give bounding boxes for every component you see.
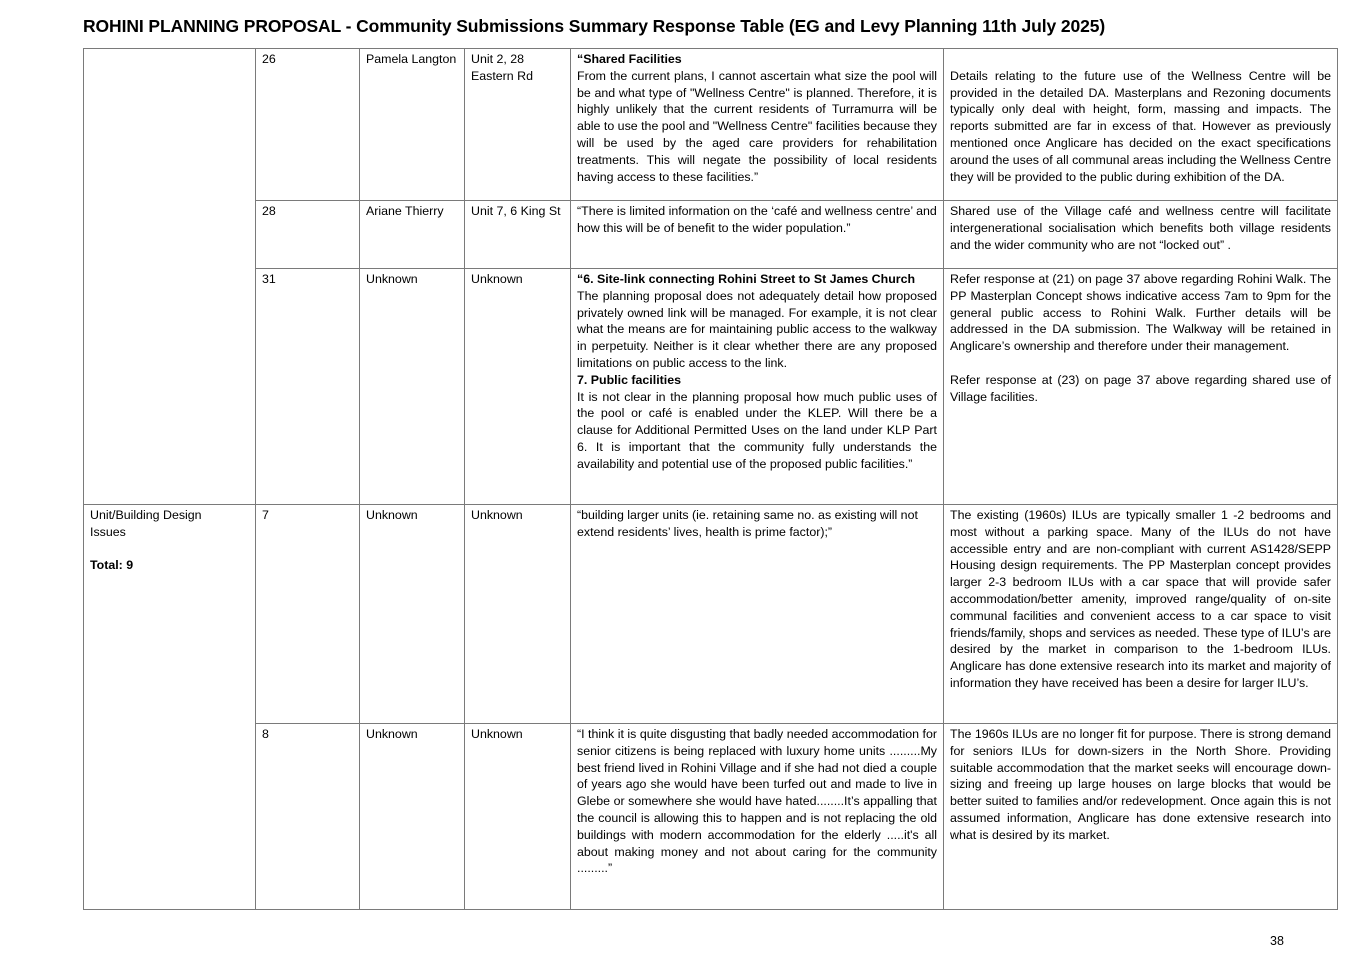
submitter-address: Unit 2, 28 Eastern Rd [465, 49, 571, 201]
submission-number: 7 [256, 505, 360, 724]
submission-text [571, 269, 944, 505]
response-text [944, 269, 1338, 505]
category-cell [84, 49, 256, 505]
response-paragraph: The 1960s ILUs are no longer fit for purpose. There is strong demand for seniors ILUs for down-sizers in the North Shore. Providing suitable accommodation that the market seeks will encourage down-sizing and freeing up large houses on large blocks that would be better suited to families and/or redevelopment. Once again this is not assumed information, Anglicare has done extensive research into what is desired by its market. [950, 727, 1331, 842]
submission-text [571, 724, 944, 910]
submitter-address: Unknown [465, 724, 571, 910]
submission-heading: “Shared Facilities [577, 52, 682, 66]
submission-paragraph: It is not clear in the planning proposal how much public uses of the pool or café is enabled under the KLEP. Will there be a clause for Additional Permitted Uses on the land under KLP Part 6. It is important that the community fully understands the availability and potential use of the proposed public facilities.” [577, 389, 937, 471]
table-row [84, 724, 1338, 910]
submission-paragraph: The planning proposal does not adequately detail how proposed privately owned link will be managed. For example, it is not clear what the means are for maintaining public access to the walkway in perpetuity. Neither is it clear whether there are any proposed limitations on public access to the link. [577, 288, 937, 370]
spacer [90, 541, 249, 558]
submission-paragraph: From the current plans, I cannot ascertain what size the pool will be and what type of "Wellness Centre" is planned. Therefore, it is highly unlikely that the current residents of Turramurra will be able to use the pool and "Wellness Centre" facilities because they will be used by the aged care providers for rehabilitation treatments. This will negate the possibility of local residents having access to these facilities.” [577, 68, 937, 184]
submitter-name: Unknown [360, 724, 465, 910]
submission-text [571, 201, 944, 269]
response-text [944, 724, 1338, 910]
spacer [950, 51, 1331, 68]
submission-heading: 7. Public facilities [577, 372, 681, 387]
submitter-name: Ariane Thierry [360, 201, 465, 269]
document-title: ROHINI PLANNING PROPOSAL - Community Submissions Summary Response Table (EG and Levy Planning 11th July 2025) [83, 16, 1106, 36]
submitter-name: Pamela Langton [360, 49, 465, 201]
category-label: Unit/Building Design Issues [90, 508, 202, 539]
submission-number: 31 [256, 269, 360, 505]
submission-number: 28 [256, 201, 360, 269]
table-row [84, 505, 1338, 724]
submission-number: 26 [256, 49, 360, 201]
submission-text [571, 49, 944, 201]
response-paragraph: Details relating to the future use of the Wellness Centre will be provided in the detailed DA. Masterplans and Rezoning documents typically only deal with height, form, massing and impacts. The reports submitted are far in excess of that. However as previously mentioned once Anglicare has decided on the exact specifications around the uses of all communal areas including the Wellness Centre they will be provided to the public during exhibition of the DA. [950, 68, 1331, 184]
submission-heading: “6. Site-link connecting Rohini Street to St James Church [577, 272, 916, 286]
submitter-address: Unknown [465, 505, 571, 724]
category-cell [84, 505, 256, 910]
spacer [950, 355, 1331, 372]
response-text [944, 201, 1338, 269]
response-paragraph: Refer response at (21) on page 37 above regarding Rohini Walk. The PP Masterplan Concept shows indicative access 7am to 9pm for the general public access to Rohini Walk. Further details will be addressed in the DA submission. The Walkway will be retained in Anglicare’s ownership and therefore under their management. [950, 272, 1331, 354]
submission-paragraph: “I think it is quite disgusting that badly needed accommodation for senior citizens is being replaced with luxury home units .........My best friend lived in Rohini Village and if she had not died a couple of years ago she would have been turfed out and made to live in Glebe or somewhere she would have hated........It’s appalling that the council is allowing this to happen and is not replacing the old buildings with modern accommodation for the elderly .....it's all about making money and not about caring for the community .........” [577, 727, 937, 876]
submission-paragraph: “building larger units (ie. retaining same no. as existing will not extend residents’ lives, health is prime factor);” [577, 508, 918, 539]
response-paragraph: The existing (1960s) ILUs are typically smaller 1 -2 bedrooms and most without a parking space. Many of the ILUs do not have accessible entry and are non-compliant with current AS1428/SEPP Housing design requirements. The PP Masterplan concept provides larger 2-3 bedroom ILUs with a car space that will provide safer accommodation/better amenity, improved range/quality of on-site communal facilities and convenient access to a car space to visit friends/family, shops and services as needed. These type of ILU’s are desired by the market in comparison to the 1-bedroom ILUs. Anglicare has done extensive research into its market and majority of information they have received has been a desire for larger ILU’s. [950, 508, 1331, 690]
table-row [84, 201, 1338, 269]
submissions-table [83, 48, 1338, 910]
submitter-name: Unknown [360, 269, 465, 505]
table-row [84, 269, 1338, 505]
submission-paragraph: “There is limited information on the ‘café and wellness centre’ and how this will be of benefit to the wider population.” [577, 204, 937, 235]
category-total: Total: 9 [90, 558, 134, 573]
submitter-name: Unknown [360, 505, 465, 724]
submitter-address: Unknown [465, 269, 571, 505]
submitter-address: Unit 7, 6 King St [465, 201, 571, 269]
response-text [944, 505, 1338, 724]
page-number: 38 [1270, 934, 1284, 948]
table-row [84, 49, 1338, 201]
submission-number: 8 [256, 724, 360, 910]
submission-text [571, 505, 944, 724]
response-paragraph: Refer response at (23) on page 37 above regarding shared use of Village facilities. [950, 372, 1331, 404]
response-paragraph: Shared use of the Village café and wellness centre will facilitate intergenerational socialisation which benefits both village residents and the wider community who are not “locked out” . [950, 204, 1331, 252]
response-text [944, 49, 1338, 201]
